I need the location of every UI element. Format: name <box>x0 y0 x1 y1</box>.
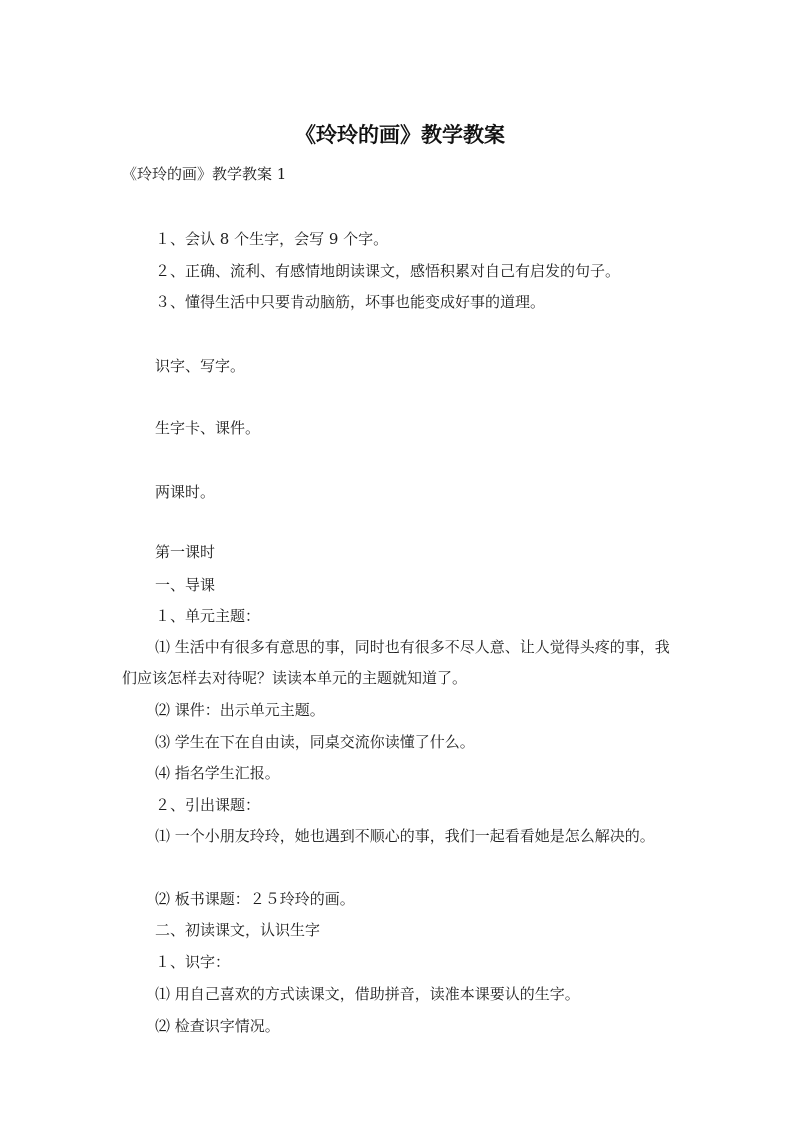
section1-paragraph-2: ⑵ 课件：出示单元主题。 <box>155 701 325 719</box>
section1-paragraph-4: ⑷ 指名学生汇报。 <box>155 764 280 782</box>
section1-paragraph-5: ⑴ 一个小朋友玲玲，她也遇到不顺心的事，我们一起看看她是怎么解决的。 <box>155 827 655 845</box>
section2-paragraph-1: ⑴ 用自己喜欢的方式读课文，借助拼音，读准本课要认的生字。 <box>155 985 580 1003</box>
document-title: 《玲玲的画》教学教案 <box>295 123 505 147</box>
section1-paragraph-6: ⑵ 板书课题：２５玲玲的画。 <box>155 890 355 908</box>
section1-heading: 一、导课 <box>155 576 216 594</box>
goal-item-2: ２、正确、流利、有感情地朗读课文，感悟积累对自己有启发的句子。 <box>155 262 621 280</box>
section1-item2: ２、引出课题： <box>155 796 261 814</box>
goal-item-3: ３、懂得生活中只要肯动脑筋，坏事也能变成好事的道理。 <box>155 293 546 311</box>
period-text: 两课时。 <box>155 483 216 501</box>
preparation-text: 生字卡、课件。 <box>155 419 261 437</box>
section2-heading: 二、初读课文，认识生字 <box>155 921 321 939</box>
section1-paragraph-1: ⑴ 生活中有很多有意思的事，同时也有很多不尽人意、让人觉得头疼的事，我们应该怎样去对待呢？读读本单元的主题就知道了。 <box>122 638 670 687</box>
lesson-title: 第一课时 <box>155 543 216 561</box>
section2-item1: １、识字： <box>155 953 231 971</box>
document-subtitle: 《玲玲的画》教学教案 1 <box>122 165 287 183</box>
goal-item-1: １、会认 8 个生字，会写 9 个字。 <box>155 230 389 248</box>
section2-paragraph-2: ⑵ 检查识字情况。 <box>155 1017 280 1035</box>
key-point-text: 识字、写字。 <box>155 357 246 375</box>
section1-paragraph-3: ⑶ 学生在下在自由读，同桌交流你读懂了什么。 <box>155 733 475 751</box>
section1-item1: １、单元主题： <box>155 607 261 625</box>
